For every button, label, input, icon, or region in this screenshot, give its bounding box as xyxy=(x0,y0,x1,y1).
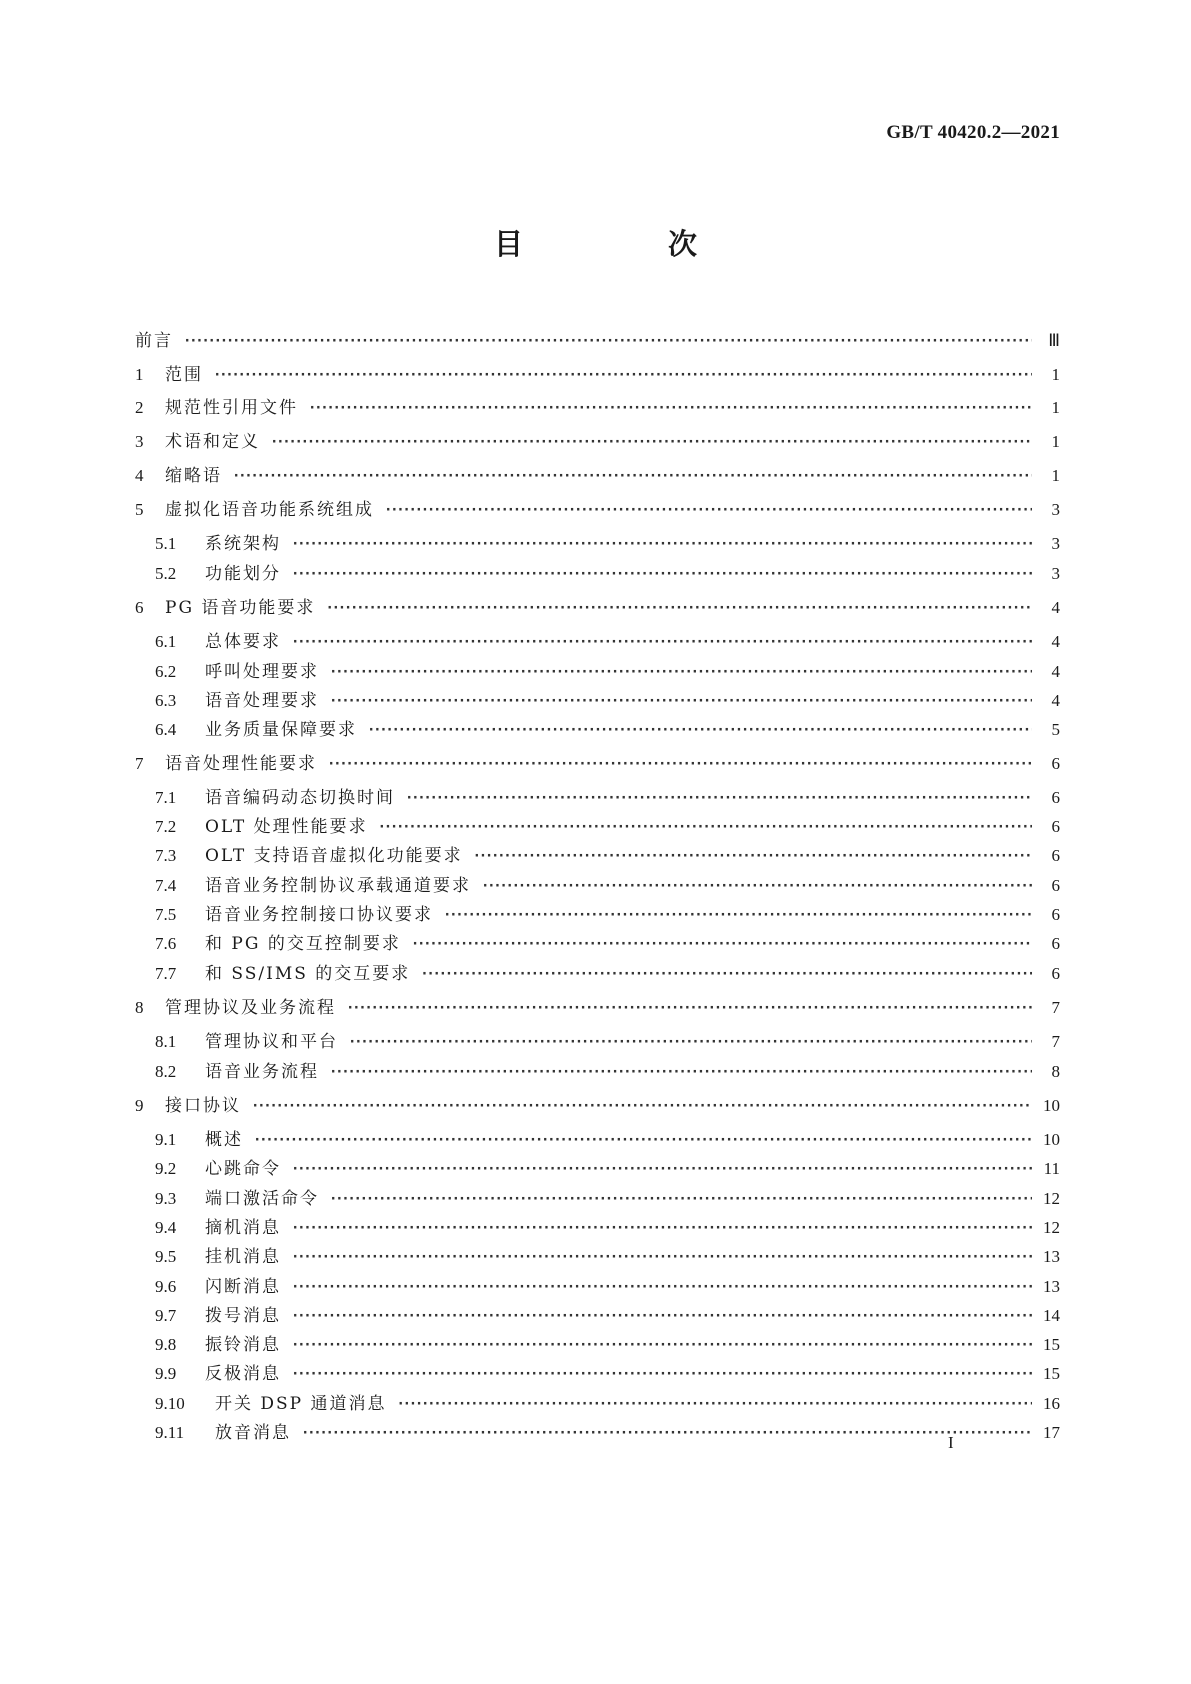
toc-section-title: 术语和定义 xyxy=(165,432,260,452)
toc-section-title: 拨号消息 xyxy=(205,1306,281,1326)
toc-page-number: 1 xyxy=(1051,398,1060,417)
toc-section-number: 7 xyxy=(135,754,144,773)
toc-entry[interactable] xyxy=(155,962,1060,986)
toc-page-number: 16 xyxy=(1043,1394,1060,1413)
toc-section-title: 和 SS/IMS 的交互要求 xyxy=(205,964,411,984)
toc-section-title: 业务质量保障要求 xyxy=(205,720,357,740)
toc-section-title: 功能划分 xyxy=(205,564,281,584)
toc-section-number: 9.5 xyxy=(155,1247,177,1266)
toc-section-number: 9.11 xyxy=(155,1423,185,1442)
toc-entry[interactable] xyxy=(155,1187,1060,1211)
toc-entry[interactable] xyxy=(155,1128,1060,1152)
toc-section-title: 语音业务流程 xyxy=(205,1062,319,1082)
toc-section-number: 9.3 xyxy=(155,1189,177,1208)
toc-section-number: 7.3 xyxy=(155,846,177,865)
toc-section-title: 开关 DSP 通道消息 xyxy=(215,1394,387,1414)
toc-section-number: 6 xyxy=(135,598,144,617)
toc-section-number: 9.10 xyxy=(155,1394,185,1413)
dot-leader xyxy=(397,1392,1032,1416)
toc-page-number: 3 xyxy=(1051,564,1060,583)
toc-page-number: 11 xyxy=(1043,1159,1060,1178)
toc-page-number: 10 xyxy=(1043,1130,1060,1149)
toc-section-title: 语音业务控制接口协议要求 xyxy=(205,905,433,925)
dot-leader xyxy=(291,1304,1032,1328)
toc-section-number: 4 xyxy=(135,466,144,485)
dot-leader xyxy=(291,1157,1032,1181)
toc-page-number: 12 xyxy=(1043,1218,1060,1237)
toc-page-number: 6 xyxy=(1051,788,1060,807)
toc-entry[interactable] xyxy=(155,815,1060,839)
toc-entry[interactable] xyxy=(155,630,1060,654)
dot-leader xyxy=(270,430,1032,454)
toc-entry[interactable] xyxy=(155,1216,1060,1240)
toc-page-number: 6 xyxy=(1051,817,1060,836)
toc-entry[interactable] xyxy=(135,430,1060,454)
toc-entry[interactable] xyxy=(155,660,1060,684)
toc-entry[interactable] xyxy=(135,396,1060,420)
toc-section-title: 摘机消息 xyxy=(205,1218,281,1238)
toc-entry[interactable] xyxy=(135,498,1060,522)
toc-entry[interactable] xyxy=(155,718,1060,742)
toc-section-number: 7.2 xyxy=(155,817,177,836)
toc-entry[interactable] xyxy=(135,464,1060,488)
toc-page-number: 3 xyxy=(1051,534,1060,553)
dot-leader xyxy=(329,660,1032,684)
toc-section-number: 7.7 xyxy=(155,964,177,983)
dot-leader xyxy=(291,1216,1032,1240)
toc-section-number: 5.2 xyxy=(155,564,177,583)
toc-entry[interactable] xyxy=(155,1333,1060,1357)
toc-section-number: 7.5 xyxy=(155,905,177,924)
standard-code: GB/T 40420.2—2021 xyxy=(886,122,1060,143)
toc-page-number: 1 xyxy=(1051,466,1060,485)
toc-page-number: 1 xyxy=(1051,432,1060,451)
dot-leader xyxy=(327,752,1032,776)
toc-page-number: 13 xyxy=(1043,1247,1060,1266)
toc-section-title: OLT 支持语音虚拟化功能要求 xyxy=(205,846,463,866)
toc-section-number: 8.1 xyxy=(155,1032,177,1051)
toc-section-number: 5.1 xyxy=(155,534,177,553)
toc-page-number: 7 xyxy=(1051,998,1060,1017)
toc-section-number: 8.2 xyxy=(155,1062,177,1081)
toc-page-number: 7 xyxy=(1051,1032,1060,1051)
toc-page-number: 6 xyxy=(1051,934,1060,953)
toc-section-number: 6.1 xyxy=(155,632,177,651)
toc-section-title: 缩略语 xyxy=(165,466,222,486)
toc-page-number: 6 xyxy=(1051,876,1060,895)
toc-section-title: 接口协议 xyxy=(165,1096,241,1116)
dot-leader xyxy=(384,498,1032,522)
toc-section-number: 5 xyxy=(135,500,144,519)
toc-section-number: 7.6 xyxy=(155,934,177,953)
toc-page-number: 6 xyxy=(1051,846,1060,865)
toc-section-title: 放音消息 xyxy=(215,1423,291,1443)
dot-leader xyxy=(251,1094,1032,1118)
dot-leader xyxy=(183,329,1032,353)
toc-section-title: 概述 xyxy=(205,1130,243,1150)
toc-page-number: 15 xyxy=(1043,1335,1060,1354)
toc-section-title: 挂机消息 xyxy=(205,1247,281,1267)
toc-section-number: 9.8 xyxy=(155,1335,177,1354)
dot-leader xyxy=(213,363,1032,387)
page-number: I xyxy=(948,1433,954,1452)
dot-leader xyxy=(473,844,1032,868)
toc-entry[interactable] xyxy=(155,1421,1060,1445)
toc-entry[interactable] xyxy=(155,562,1060,586)
toc-section-title: 语音编码动态切换时间 xyxy=(205,788,395,808)
toc-page-number: 13 xyxy=(1043,1277,1060,1296)
toc-section-number: 7.1 xyxy=(155,788,177,807)
toc-entry[interactable] xyxy=(155,1157,1060,1181)
toc-entry[interactable] xyxy=(155,1060,1060,1084)
dot-leader xyxy=(301,1421,1032,1445)
dot-leader xyxy=(329,1060,1032,1084)
toc-page-number: 12 xyxy=(1043,1189,1060,1208)
toc-section-number: 8 xyxy=(135,998,144,1017)
dot-leader xyxy=(329,1187,1032,1211)
toc-section-title: 语音业务控制协议承载通道要求 xyxy=(205,876,471,896)
toc-page-number: 6 xyxy=(1051,964,1060,983)
toc-section-number: 3 xyxy=(135,432,144,451)
dot-leader xyxy=(291,562,1032,586)
dot-leader xyxy=(411,932,1032,956)
toc-section-title: PG 语音功能要求 xyxy=(165,598,316,618)
toc-page-number: 4 xyxy=(1051,632,1060,651)
toc-page-number: Ⅲ xyxy=(1048,331,1060,350)
toc-entry[interactable] xyxy=(155,1392,1060,1416)
toc-section-title: 语音处理要求 xyxy=(205,691,319,711)
dot-leader xyxy=(443,903,1032,927)
toc-section-number: 9.4 xyxy=(155,1218,177,1237)
toc-section-title: 管理协议和平台 xyxy=(205,1032,338,1052)
toc-entry[interactable] xyxy=(155,786,1060,810)
toc-section-title: 前言 xyxy=(135,331,173,351)
toc-entry[interactable] xyxy=(135,752,1060,776)
toc-page-number: 14 xyxy=(1043,1306,1060,1325)
toc-section-number: 2 xyxy=(135,398,144,417)
toc-entry[interactable] xyxy=(135,596,1060,620)
dot-leader xyxy=(291,1333,1032,1357)
dot-leader xyxy=(367,718,1032,742)
toc-entry[interactable] xyxy=(155,844,1060,868)
toc-section-title: 呼叫处理要求 xyxy=(205,662,319,682)
toc-page-number: 3 xyxy=(1051,500,1060,519)
toc-page-number: 4 xyxy=(1051,691,1060,710)
toc-page-number: 8 xyxy=(1051,1062,1060,1081)
toc-section-title: 规范性引用文件 xyxy=(165,398,298,418)
dot-leader xyxy=(329,689,1032,713)
toc-page-number: 10 xyxy=(1043,1096,1060,1115)
toc-page-number: 6 xyxy=(1051,905,1060,924)
toc-section-title: 语音处理性能要求 xyxy=(165,754,317,774)
dot-leader xyxy=(291,1275,1032,1299)
dot-leader xyxy=(291,630,1032,654)
toc-entry[interactable] xyxy=(135,996,1060,1020)
toc-section-number: 9.6 xyxy=(155,1277,177,1296)
toc-page-number: 4 xyxy=(1051,598,1060,617)
toc-section-title: 闪断消息 xyxy=(205,1277,281,1297)
dot-leader xyxy=(420,962,1032,986)
dot-leader xyxy=(348,1030,1032,1054)
toc-section-number: 6.2 xyxy=(155,662,177,681)
toc-entry[interactable] xyxy=(135,363,1060,387)
toc-section-title: 范围 xyxy=(165,365,203,385)
dot-leader xyxy=(291,1245,1032,1269)
toc-entry[interactable] xyxy=(155,874,1060,898)
toc-page-number: 1 xyxy=(1051,365,1060,384)
dot-leader xyxy=(481,874,1032,898)
toc-section-title: OLT 处理性能要求 xyxy=(205,817,368,837)
toc-page-number: 15 xyxy=(1043,1364,1060,1383)
toc-section-title: 管理协议及业务流程 xyxy=(165,998,336,1018)
toc-entry[interactable] xyxy=(155,903,1060,927)
toc-section-number: 9 xyxy=(135,1096,144,1115)
toc-section-title: 总体要求 xyxy=(205,632,281,652)
toc-section-title: 系统架构 xyxy=(205,534,281,554)
dot-leader xyxy=(405,786,1032,810)
toc-section-number: 9.7 xyxy=(155,1306,177,1325)
toc-entry[interactable] xyxy=(135,329,1060,353)
toc-page-number: 4 xyxy=(1051,662,1060,681)
toc-section-number: 9.9 xyxy=(155,1364,177,1383)
toc-section-number: 1 xyxy=(135,365,144,384)
toc-section-number: 6.4 xyxy=(155,720,177,739)
toc-entry[interactable] xyxy=(155,1275,1060,1299)
toc-page-number: 6 xyxy=(1051,754,1060,773)
toc-section-number: 9.1 xyxy=(155,1130,177,1149)
dot-leader xyxy=(325,596,1032,620)
toc-entry[interactable] xyxy=(155,1245,1060,1269)
toc-section-number: 9.2 xyxy=(155,1159,177,1178)
toc-section-number: 7.4 xyxy=(155,876,177,895)
toc-entry[interactable] xyxy=(155,1362,1060,1386)
toc-section-title: 端口激活命令 xyxy=(205,1189,319,1209)
toc-entry[interactable] xyxy=(155,532,1060,556)
toc-entry[interactable] xyxy=(155,1304,1060,1328)
dot-leader xyxy=(232,464,1032,488)
toc-entry[interactable] xyxy=(135,1094,1060,1118)
toc-section-number: 6.3 xyxy=(155,691,177,710)
toc-entry[interactable] xyxy=(155,1030,1060,1054)
toc-heading: 目 次 xyxy=(493,227,755,261)
toc-entry[interactable] xyxy=(155,932,1060,956)
dot-leader xyxy=(378,815,1032,839)
dot-leader xyxy=(308,396,1032,420)
toc-page-number: 5 xyxy=(1051,720,1060,739)
toc-entry[interactable] xyxy=(155,689,1060,713)
dot-leader xyxy=(291,1362,1032,1386)
dot-leader xyxy=(346,996,1032,1020)
dot-leader xyxy=(291,532,1032,556)
toc-section-title: 心跳命令 xyxy=(205,1159,281,1179)
toc-section-title: 振铃消息 xyxy=(205,1335,281,1355)
toc-section-title: 反极消息 xyxy=(205,1364,281,1384)
toc-page-number: 17 xyxy=(1043,1423,1060,1442)
toc-section-title: 虚拟化语音功能系统组成 xyxy=(165,500,374,520)
toc-section-title: 和 PG 的交互控制要求 xyxy=(205,934,401,954)
dot-leader xyxy=(253,1128,1032,1152)
